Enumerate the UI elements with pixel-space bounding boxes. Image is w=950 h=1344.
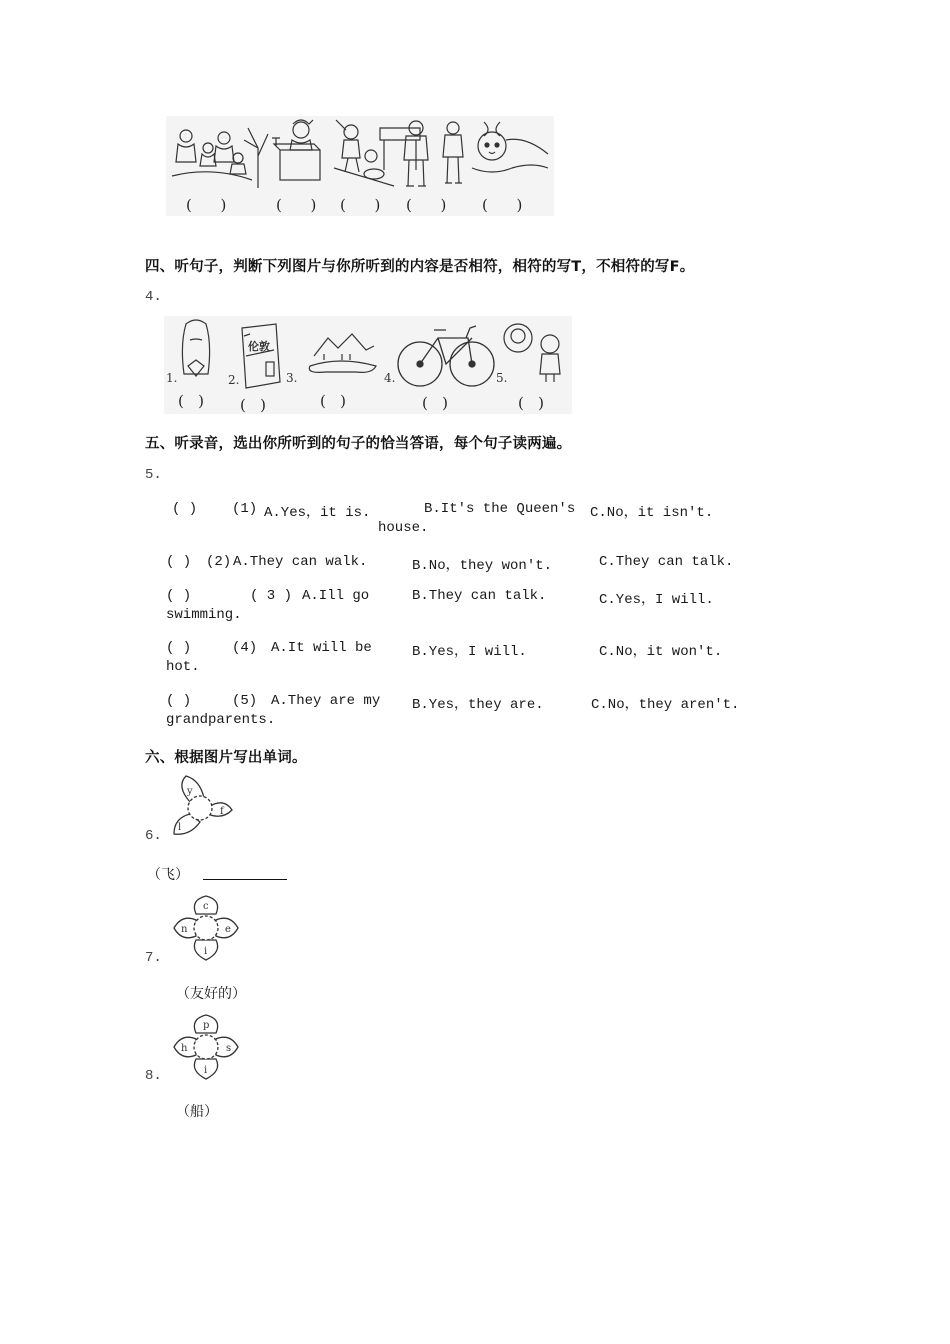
option-c-4: C.No，it won't. (599, 644, 723, 660)
picture-label-1: 1. (166, 371, 178, 385)
svg-text:h: h (181, 1043, 188, 1054)
picture-label-4: 4. (384, 371, 396, 385)
picture-label-2: 2. (228, 373, 240, 387)
svg-text:s: s (226, 1043, 232, 1054)
option-c-1: C.No，it isn't. (590, 505, 714, 521)
option-b-1-cont: house. (378, 520, 429, 536)
option-a-3-cont: swimming. (166, 607, 242, 623)
item-number-1: (1) (232, 501, 258, 517)
svg-text:n: n (181, 924, 188, 935)
letter-flower-6-icon (170, 774, 234, 838)
item-number-2: (2) (206, 554, 232, 570)
question-number-6: 6. (145, 828, 162, 844)
item-number-3: ( 3 ) (250, 588, 293, 604)
tf-answer-slot-2[interactable]: ( ) (240, 396, 267, 414)
hint-8: （船） (176, 1104, 218, 1120)
bicycle-image (398, 326, 494, 386)
option-a-3: A.Ill go (302, 588, 370, 604)
option-a-2: A.They can walk. (233, 554, 368, 570)
london-book-image (242, 324, 280, 388)
option-c-5: C.No，they aren't. (591, 697, 740, 713)
hint-6: （飞） (147, 867, 189, 883)
option-a-4: A.It will be (271, 640, 372, 656)
section4-illustrations (164, 316, 572, 414)
answer-blank-2[interactable]: ( ) (166, 554, 192, 570)
section4-heading: 四、听句子，判断下列图片与你所听到的内容是否相符，相符的写T，不相符的写F。 (145, 259, 695, 275)
svg-text:l: l (178, 822, 182, 833)
answer-blank-5[interactable]: ( ) (166, 693, 192, 709)
answer-slot-5[interactable]: ( ) (482, 196, 523, 214)
mountain-lake-image (309, 334, 376, 372)
section3-picture-strip (166, 116, 554, 216)
item-number-4: (4) (232, 640, 258, 656)
picture-label-3: 3. (286, 371, 298, 385)
two-boys-standing-image (404, 121, 463, 186)
two-girls-image (504, 324, 560, 382)
item-number-5: (5) (232, 693, 258, 709)
question-number-5: 5. (145, 467, 162, 483)
girl-lying-image (472, 122, 548, 172)
svg-text:i: i (204, 946, 208, 957)
family-picnic-image (172, 128, 268, 188)
svg-text:p: p (203, 1020, 210, 1031)
question-number-7: 7. (145, 950, 162, 966)
book-title-text: 伦敦 (248, 340, 270, 353)
girl-at-desk-image (272, 120, 320, 180)
girl-praying-image (182, 320, 209, 376)
hint-7: （友好的） (176, 986, 246, 1002)
children-at-table-image (334, 120, 420, 186)
option-b-2: B.No，they won't. (412, 558, 553, 574)
tf-answer-slot-3[interactable]: ( ) (320, 392, 347, 410)
letter-flower-7-icon (170, 894, 242, 962)
option-b-1: B.It's the Queen's (424, 501, 576, 517)
answer-blank-3[interactable]: ( ) (166, 588, 192, 604)
option-b-5: B.Yes，they are. (412, 697, 544, 713)
answer-slot-4[interactable]: ( ) (406, 196, 447, 214)
tf-answer-slot-4[interactable]: ( ) (422, 394, 449, 412)
option-a-1: A.Yes，it is. (264, 505, 371, 521)
svg-text:e: e (225, 924, 231, 935)
answer-slot-2[interactable]: ( ) (276, 196, 317, 214)
tf-answer-slot-5[interactable]: ( ) (518, 394, 545, 412)
question-number-4: 4. (145, 289, 162, 305)
svg-text:c: c (203, 901, 209, 912)
option-a-4-cont: hot. (166, 659, 200, 675)
option-c-2: C.They can talk. (599, 554, 734, 570)
option-b-4: B.Yes，I will. (412, 644, 527, 660)
answer-line-6[interactable] (203, 879, 287, 880)
section4-picture-strip (164, 316, 572, 414)
letter-flower-8-icon (170, 1013, 242, 1081)
answer-blank-1[interactable]: ( ) (172, 501, 198, 517)
tf-answer-slot-1[interactable]: ( ) (178, 392, 205, 410)
svg-text:i: i (204, 1065, 208, 1076)
question-number-8: 8. (145, 1068, 162, 1084)
svg-text:f: f (220, 806, 224, 817)
option-a-5: A.They are my (271, 693, 381, 709)
answer-blank-4[interactable]: ( ) (166, 640, 192, 656)
section6-heading: 六、根据图片写出单词。 (145, 750, 307, 766)
answer-slot-1[interactable]: ( ) (186, 196, 227, 214)
option-a-5-cont: grandparents. (166, 712, 276, 728)
svg-text:y: y (187, 786, 193, 797)
answer-slot-3[interactable]: ( ) (340, 196, 381, 214)
section5-heading: 五、听录音，选出你所听到的句子的恰当答语，每个句子读两遍。 (145, 436, 572, 452)
option-c-3: C.Yes，I will. (599, 592, 714, 608)
option-b-3: B.They can talk. (412, 588, 547, 604)
picture-label-5: 5. (496, 371, 508, 385)
